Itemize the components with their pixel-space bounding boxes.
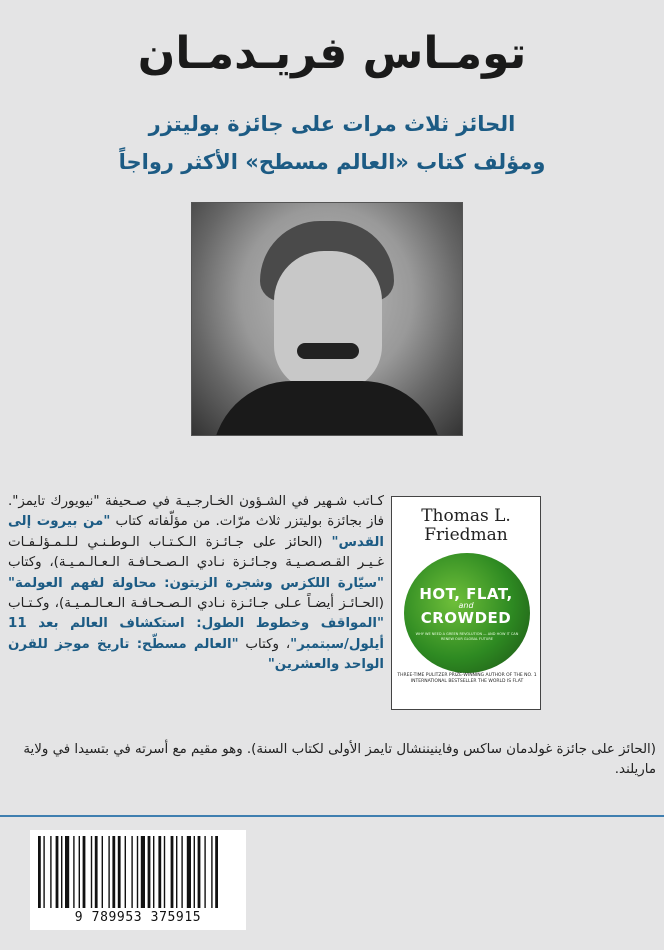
barcode-bar	[148, 836, 151, 908]
barcode-bar	[102, 836, 103, 908]
subtitle-line-2: ومؤلف كتاب «العالم مسطح» الأكثر رواجاً	[118, 150, 546, 174]
barcode-bar	[38, 836, 41, 908]
barcode	[30, 830, 246, 930]
barcode-bar	[65, 836, 69, 908]
barcode-bar	[215, 836, 218, 908]
subtitle-line-1: الحائز ثلاث مرات على جائزة بوليتزر	[148, 112, 516, 136]
book-subtitle: WHY WE NEED A GREEN REVOLUTION — AND HOW IT CAN RENEW OUR GLOBAL FUTURE	[415, 632, 519, 641]
barcode-bar	[61, 836, 62, 908]
barcode-bar	[181, 836, 182, 908]
barcode-bar	[211, 836, 212, 908]
author-name: تومـاس فريـدمـان	[137, 28, 527, 79]
barcode-bar	[108, 836, 109, 908]
book-title-line-1: HOT, FLAT,	[419, 585, 513, 603]
divider-line	[0, 815, 664, 817]
barcode-bar	[79, 836, 80, 908]
bio-book-3: "المواقف وخطوط الطول: استكشاف العالم بعد 11 أيلول/سبتمبر"	[8, 616, 384, 652]
barcode-bar	[158, 836, 161, 908]
barcode-bar	[164, 836, 165, 908]
barcode-bar	[125, 836, 126, 908]
barcode-bar	[171, 836, 174, 908]
barcode-bar	[73, 836, 74, 908]
bio-text-3: (الحـائـز أيضـاً عـلى جـائـزة نـادي الـصـحـافـة الـعـالـمـيـة)، وكـتـاب	[8, 596, 384, 612]
barcode-bar	[95, 836, 98, 908]
author-bio	[8, 492, 384, 676]
barcode-bar	[91, 836, 92, 908]
bio-book-1: "من بيروت إلى القدس"	[8, 514, 384, 550]
bio-text-1: كـاتب شـهير في الشـؤون الخـارجـيـة في صـحيفة "نيويورك تايمز". فاز بجائزة بوليتزر ثلاث مرّات. من مؤلّفاته كتاب	[8, 494, 384, 530]
barcode-bar	[56, 836, 59, 908]
barcode-bar	[198, 836, 201, 908]
book-title-line-2: CROWDED	[420, 609, 512, 627]
barcode-bar	[43, 836, 44, 908]
barcode-bar	[194, 836, 195, 908]
barcode-bars	[36, 836, 240, 908]
author-bio-continued	[8, 740, 656, 781]
barcode-bar	[141, 836, 145, 908]
barcode-bar	[50, 836, 51, 908]
barcode-bar	[118, 836, 121, 908]
barcode-bar	[112, 836, 115, 908]
barcode-bar	[187, 836, 191, 908]
barcode-bar	[204, 836, 205, 908]
bio-text-4: ، وكتاب	[238, 636, 291, 652]
barcode-bar	[176, 836, 177, 908]
book-title-and: and	[458, 601, 474, 610]
author-photo	[191, 202, 463, 436]
book-blurb: THREE-TIME PULITZER PRIZE-WINNING AUTHOR OF THE NO. 1 INTERNATIONAL BESTSELLER THE WORLD IS FLAT	[397, 673, 537, 684]
barcode-bar	[137, 836, 138, 908]
isbn-number: 9 789953 375915	[74, 910, 202, 925]
barcode-bar	[153, 836, 154, 908]
book-cover	[391, 496, 541, 710]
bio-book-2: "سيّارة اللكزس وشجرة الزيتون: محاولة لفهم العولمة"	[8, 575, 384, 591]
book-author: Thomas L. Friedman	[421, 506, 511, 545]
bio-text-5: (الحائز على جائزة غولدمان ساكس وفاينيننشال تايمز الأولى لكتاب السنة). وهو مقيم مع أسرته في بتسيدا في ولاية ماريلند.	[23, 742, 656, 778]
barcode-bar	[131, 836, 132, 908]
bio-text-2: (الحائز على جـائـزة الـكـتـاب الـوطـنـي لـلـمـؤلـفـات غـيـر القـصـصـيـة وجـائـزة نـادي الـصـحـافـة الـعـالـمـيـة)، وكتاب	[8, 534, 384, 571]
bio-book-4: "العالم مسطّح: تاريخ موجز للقرن الواحد والعشرين"	[8, 636, 384, 673]
barcode-bar	[83, 836, 86, 908]
